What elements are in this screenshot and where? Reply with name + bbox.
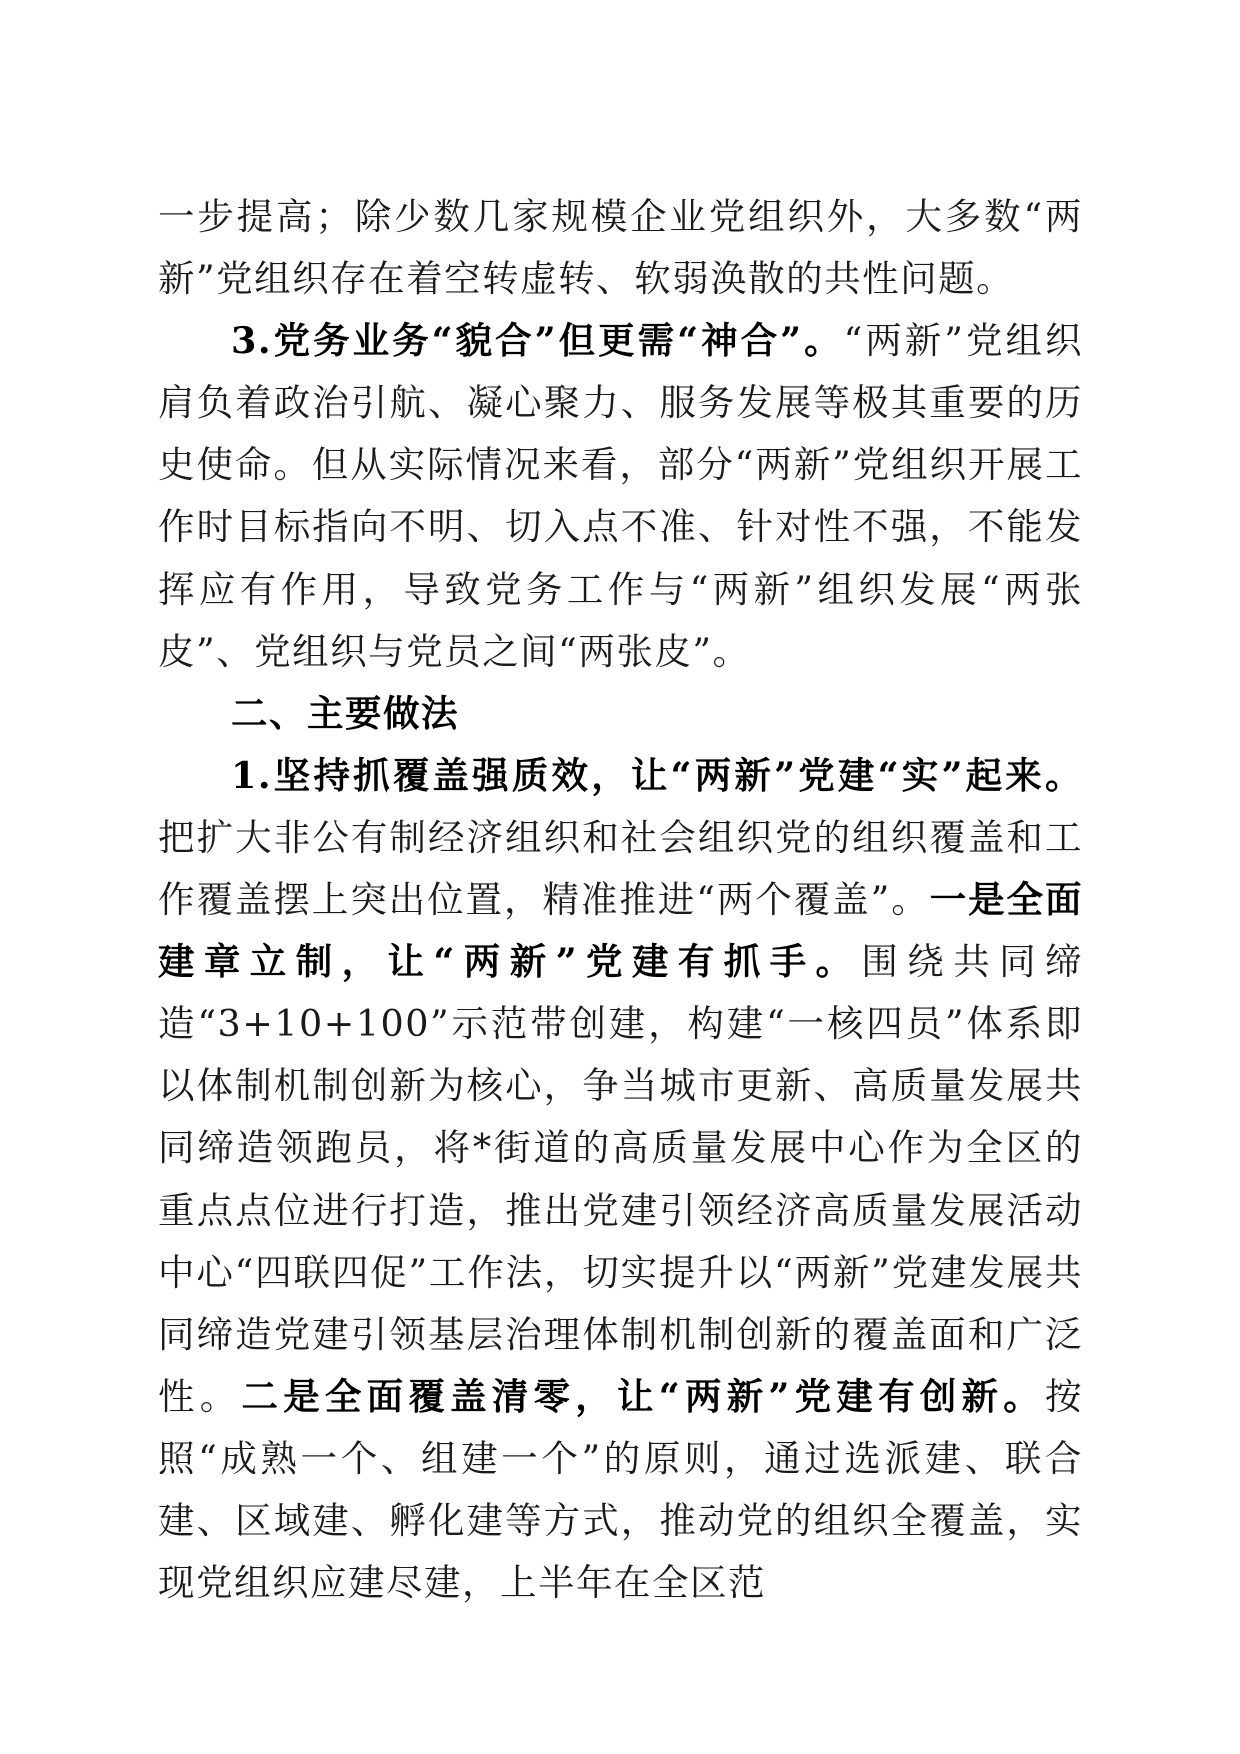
paragraph xyxy=(158,745,1083,1614)
body-text: 把扩大非公有制经济组织和社会组织党的组织覆盖和工作覆盖摆上突出位置，精准推进“两个覆盖”。 xyxy=(158,815,1083,922)
paragraph xyxy=(158,186,1083,310)
paragraph xyxy=(158,310,1083,683)
section-heading-text: 二、主要做法 xyxy=(231,691,459,735)
section-heading xyxy=(158,683,1083,745)
bold-heading-text: 1.坚持抓覆盖强质效，让“两新”党建“实”起来。 xyxy=(231,753,1083,797)
body-text: 按照“成熟一个、组建一个”的原则，通过选派建、联合建、区域建、孵化建等方式，推动党的组织全覆盖，实现党组织应建尽建，上半年在全区范 xyxy=(158,1374,1084,1605)
bold-heading-text: 3.党务业务“貌合”但更需“神合”。 xyxy=(231,319,844,363)
body-text: “两新”党组织肩负着政治引航、凝心聚力、服务发展等极其重要的历史使命。但从实际情况来看，部分“两新”党组织开展工作时目标指向不明、切入点不准、针对性不强，不能发挥应有作用，导致党务工作与“两新”组织发展“两张皮”、党组织与党员之间“两张皮”。 xyxy=(158,319,1083,673)
bold-emphasis-text: 一是全面建章立制，让“两新”党建有抓手。 xyxy=(158,878,1084,984)
body-text: 围绕共同缔造“3+10+100”示范带创建，构建“一核四员”体系即以体制机制创新为核心，争当城市更新、高质量发展共同缔造领跑员，将*街道的高质量发展中心作为全区的重点点位进行打造，推出党建引领经济高质量发展活动中心“四联四促”工作法，切实提升以“两新”党建发展共同缔造党建引领基层治理体制机制创新的覆盖面和广泛性。 xyxy=(158,940,1083,1418)
body-text: 一步提高；除少数几家规模企业党组织外，大多数“两新”党组织存在着空转虚转、软弱涣散的共性问题。 xyxy=(158,195,1083,301)
bold-emphasis-text: 二是全面覆盖清零，让“两新”党建有创新。 xyxy=(241,1374,1046,1418)
document-body xyxy=(158,186,1083,1614)
